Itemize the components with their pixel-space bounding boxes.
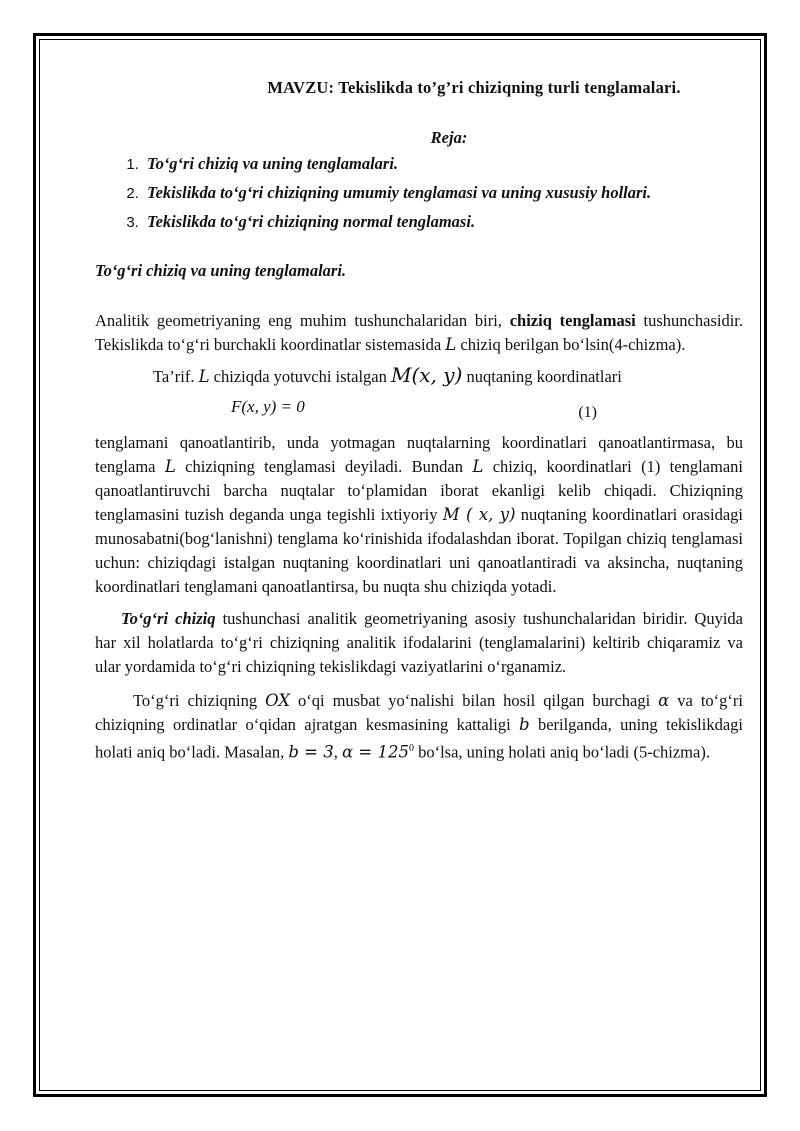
equation-number: (1) — [578, 404, 597, 421]
equation-row — [95, 391, 743, 425]
paragraph-line-position: To‘g‘ri chiziqning OX o‘qi musbat yo‘nalishi bilan hosil qilgan burchagi α va to‘g‘ri chiziqning ordinatlar o‘qidan ajratgan kesmasining kattaligi b berilganda, uning tekislikdagi holati aniq bo‘ladi. Masalan, b = 3, $\alpha = 125^0$ bo‘lsa, uning holati aniq bo‘ladi (5-chizma). — [95, 691, 743, 762]
plan-item: 3. Tekislikda to‘g‘ri chiziqning normal tenglamasi. — [143, 210, 743, 235]
plan-list — [95, 152, 743, 235]
plan-item: 2. Tekislikda to‘g‘ri chiziqning umumiy tenglamasi va uning xususiy hollari. — [143, 181, 743, 206]
section-heading: To‘g‘ri chiziq va uning tenglamalari. — [95, 261, 347, 280]
plan-heading: Reja: — [430, 128, 468, 147]
plan-item: 1. To‘g‘ri chiziq va uning tenglamalari. — [143, 152, 743, 177]
paragraph-line-concept: To‘g‘ri chiziq tushunchasi analitik geometriyaning asosiy tushunchalaridan biridir. Quyida har xil holatlarda to‘g‘ri chiziqning analitik ifodalarini (tenglamalarini) keltirib chiqaramiz va ular yordamida to‘g‘ri chiziqning tekislikdagi vaziyatlarini o‘rganamiz. — [95, 609, 743, 676]
paragraph-definition-body: tenglamani qanoatlantirib, unda yotmagan nuqtalarning koordinatlari qanoatlantirmasa, bu tenglama L chiziqning tenglamasi deyiladi. Bundan L chiziq, koordinatlari (1) tenglamani qanoatlantiruvchi barcha nuqtalar to‘plamidan iborat ekanligi kelib chiqadi. Chiziqning tenglamasini tuzish deganda unga tegishli ixtiyoriy M ( x, y) nuqtaning koordinatlari orasidagi munosabatni(bog‘lanishni) tenglama ko‘rinishida ifodalashdan iborat. Topilgan chiziq tenglamasi uchun: chiziqdagi istalgan nuqtaning koordinatlari uni qanoatlantiradi va aksincha, nuqtaning koordinatlari tenglamani qanoatlantirsa, bu nuqta shu chiziqda yotadi. — [95, 433, 743, 596]
equation: F(x, y) = 0 — [231, 397, 305, 416]
document-title: MAVZU: Tekislikda to’g’ri chiziqning turli tenglamalari. — [267, 78, 681, 97]
definition-line: Ta’rif. L chiziqda yotuvchi istalgan M(x, y) nuqtaning koordinatlari — [153, 363, 622, 387]
paragraph-definition-intro: Analitik geometriyaning eng muhim tushunchalaridan biri, chiziq tenglamasi tushunchasidir. Tekislikda to‘g‘ri burchakli koordinatlar sistemasida L chiziq berilgan bo‘lsin(4-chizma). — [95, 311, 743, 354]
document-body — [95, 70, 743, 765]
